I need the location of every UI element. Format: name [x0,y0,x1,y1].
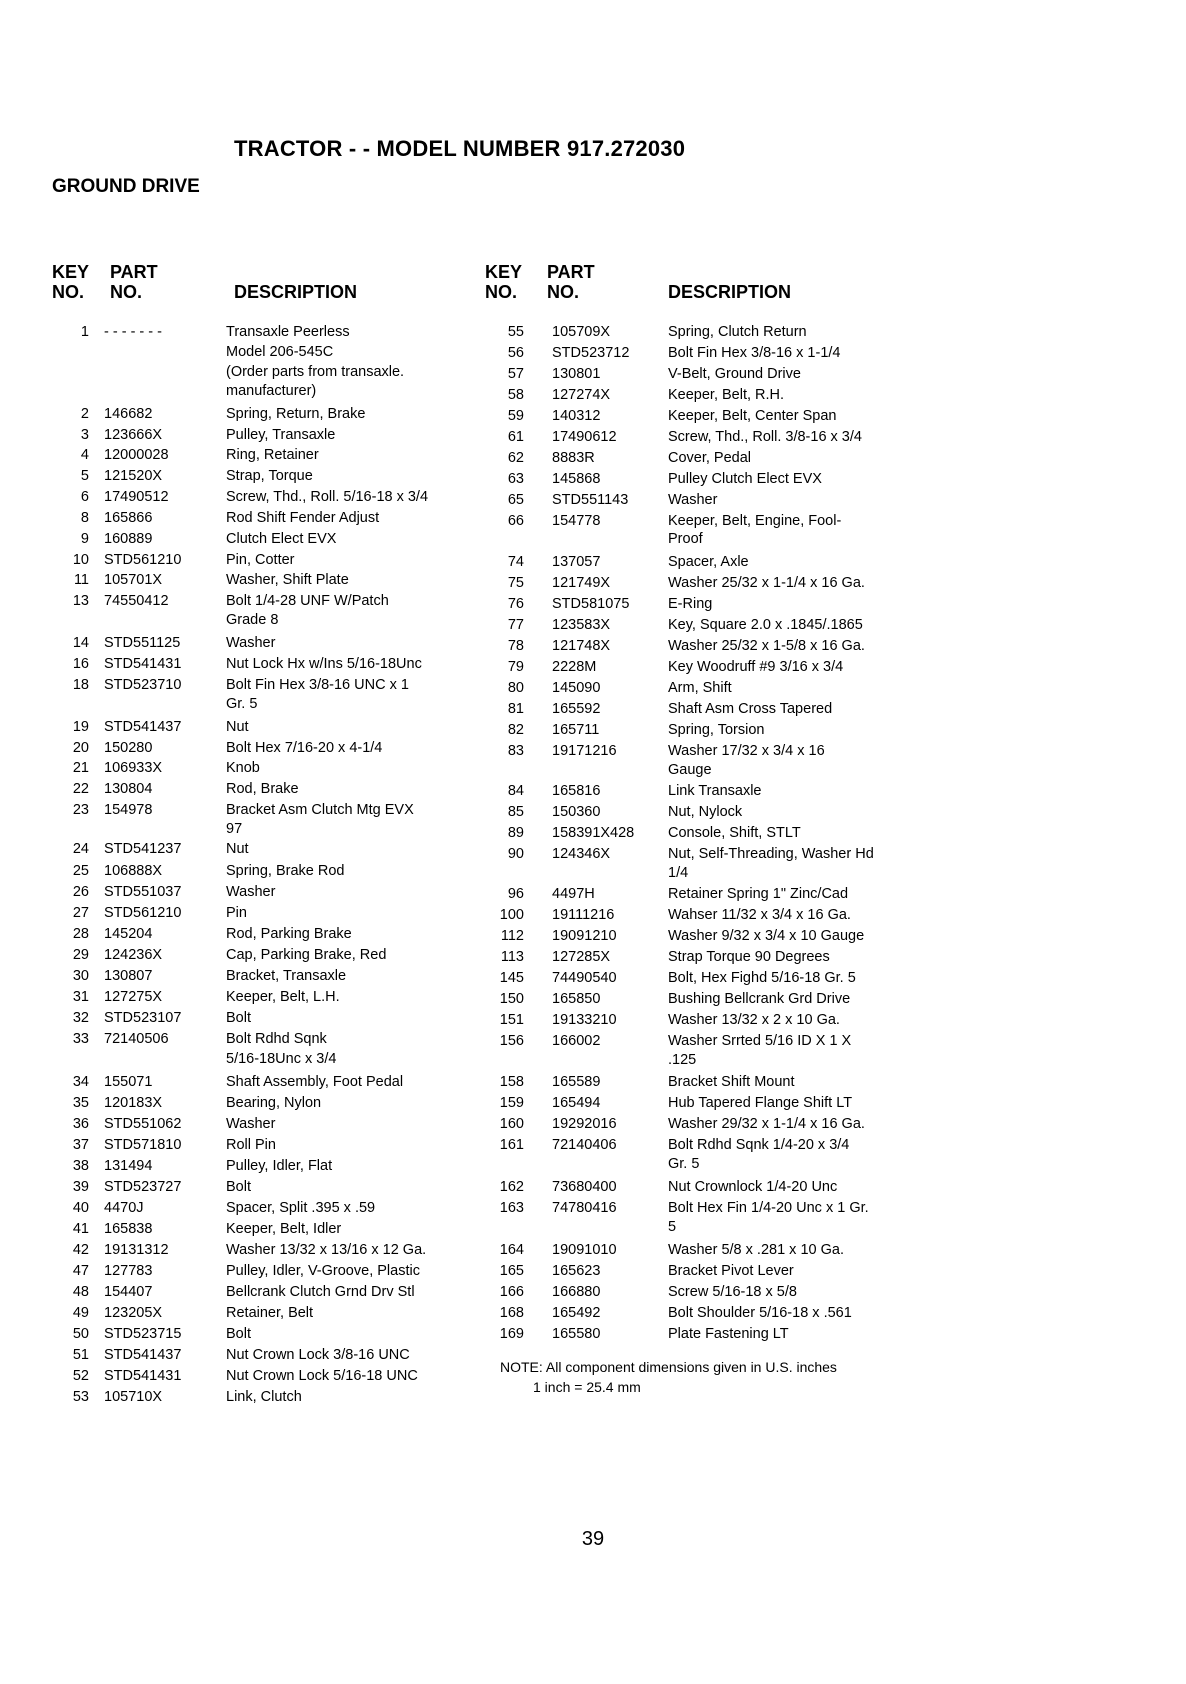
part-no-header-left: NO. [110,282,143,302]
part-number: 19091210 [552,928,617,944]
part-number: 123583X [552,617,611,633]
key-number: 30 [72,968,89,984]
part-number: 150280 [104,740,153,756]
part-description: V-Belt, Ground Drive [668,366,801,382]
part-description: Hub Tapered Flange Shift LT [668,1095,853,1111]
part-description: Grade 8 [226,612,279,628]
part-description: Clutch Elect EVX [226,531,337,547]
part-description: Rod, Brake [226,781,299,797]
part-number: 4470J [104,1200,144,1216]
part-number: 150360 [552,804,601,820]
part-description: 97 [226,821,243,837]
part-description: Nut Crown Lock 3/8-16 UNC [226,1347,410,1363]
part-description: Plate Fastening LT [668,1326,789,1342]
key-number: 20 [72,740,89,756]
key-number: 66 [507,513,524,529]
part-number: STD523727 [104,1179,182,1195]
part-description: Rod, Parking Brake [226,926,352,942]
part-number: 19131312 [104,1242,169,1258]
key-number: 112 [500,928,524,944]
part-number: 165838 [104,1221,153,1237]
part-description: Bracket Asm Clutch Mtg EVX [226,802,414,818]
part-number: STD523712 [552,345,630,361]
part-description: Ring, Retainer [226,447,319,463]
key-number: 89 [507,825,524,841]
key-number: 82 [507,722,524,738]
part-description: Bolt [226,1010,251,1026]
part-number: 121749X [552,575,611,591]
part-description: Bolt Rdhd Sqnk [226,1031,327,1047]
key-number: 37 [72,1137,89,1153]
part-description: Key, Square 2.0 x .1845/.1865 [668,617,863,633]
part-number: 127275X [104,989,163,1005]
part-number: STD571810 [104,1137,182,1153]
key-number: 57 [507,366,524,382]
key-number: 96 [507,886,524,902]
part-number: 165623 [552,1263,601,1279]
part-description: Keeper, Belt, Engine, Fool- [668,513,842,529]
key-header-right: KEY [485,262,523,282]
part-number: 120183X [104,1095,163,1111]
part-description: Spacer, Axle [668,554,749,570]
part-description: Washer 29/32 x 1-1/4 x 16 Ga. [668,1116,865,1132]
part-number: 165711 [552,722,600,738]
key-number: 79 [507,659,524,675]
part-number: 145204 [104,926,153,942]
key-number: 75 [507,575,524,591]
part-description: Nut, Self-Threading, Washer Hd [668,846,874,862]
part-description: Strap Torque 90 Degrees [668,949,830,965]
part-number: STD541437 [104,1347,182,1363]
key-number: 65 [507,492,524,508]
part-description: Bolt Hex Fin 1/4-20 Unc x 1 Gr. [668,1200,869,1216]
part-number: STD561210 [104,552,182,568]
part-number: 165850 [552,991,601,1007]
part-description: Link, Clutch [226,1389,302,1405]
part-description: Bracket, Transaxle [226,968,347,984]
key-number: 28 [72,926,89,942]
key-number: 156 [499,1033,524,1049]
part-description: Spring, Return, Brake [226,406,366,422]
part-header-right: PART [547,262,595,282]
key-number: 56 [507,345,524,361]
part-description: Spacer, Split .395 x .59 [226,1200,376,1216]
part-number: 19292016 [552,1116,617,1132]
part-description: 5 [668,1219,677,1235]
part-number: 2228M [552,659,597,675]
part-description: Nut Lock Hx w/Ins 5/16-18Unc [226,656,422,672]
part-description: Bushing Bellcrank Grd Drive [668,991,851,1007]
part-number: 123666X [104,427,163,443]
key-number: 14 [72,635,89,651]
key-number: 62 [507,450,524,466]
part-number: STD523710 [104,677,182,693]
part-description: Gauge [668,762,712,778]
key-number: 25 [72,863,89,879]
part-number: STD541431 [104,1368,182,1384]
part-description: Bolt [226,1179,251,1195]
part-number: 12000028 [104,447,169,463]
part-description: Washer 13/32 x 13/16 x 12 Ga. [226,1242,427,1258]
part-number: 165492 [552,1305,601,1321]
part-description: Link Transaxle [668,783,762,799]
key-number: 100 [499,907,524,923]
key-number: 10 [72,552,89,568]
key-number: 50 [72,1326,89,1342]
part-description: Retainer, Belt [226,1305,314,1321]
part-description: Washer 25/32 x 1-1/4 x 16 Ga. [668,575,865,591]
part-description: Pin, Cotter [226,552,295,568]
part-number: 145090 [552,680,601,696]
part-header-left: PART [110,262,158,282]
key-number: 9 [80,531,89,547]
part-description: Gr. 5 [668,1156,700,1172]
part-number: 165592 [552,701,601,717]
part-number: 165589 [552,1074,601,1090]
part-number: 121748X [552,638,611,654]
part-description: Nut [226,719,249,735]
part-number: 145868 [552,471,601,487]
part-number: 165580 [552,1326,601,1342]
part-number: 166002 [552,1033,601,1049]
part-description: Pulley, Idler, V-Groove, Plastic [226,1263,420,1279]
key-number: 58 [507,387,524,403]
key-number: 41 [72,1221,89,1237]
key-number: 39 [72,1179,89,1195]
part-description: Washer [226,1116,276,1132]
key-number: 158 [499,1074,524,1090]
part-description: Console, Shift, STLT [668,825,801,841]
part-number: - - - - - - - [104,324,162,340]
part-description: Bolt [226,1326,251,1342]
part-description: Key Woodruff #9 3/16 x 3/4 [668,659,844,675]
key-number: 31 [72,989,89,1005]
key-number: 151 [499,1012,524,1028]
part-number: 154778 [552,513,601,529]
part-number: 158391X428 [552,825,635,841]
part-number: 19133210 [552,1012,617,1028]
part-number: STD541437 [104,719,182,735]
part-number: STD541237 [104,841,182,857]
part-description: .125 [668,1052,697,1068]
key-number: 74 [507,554,524,570]
part-description: Rod Shift Fender Adjust [226,510,380,526]
key-number: 83 [507,743,524,759]
key-number: 160 [499,1116,524,1132]
part-number: 166880 [552,1284,601,1300]
part-description: Nut, Nylock [668,804,743,820]
part-number: 105701X [104,572,163,588]
key-number: 21 [72,760,89,776]
part-description: Pulley, Transaxle [226,427,336,443]
part-number: 124236X [104,947,163,963]
key-number: 48 [72,1284,89,1300]
part-number: 72140406 [552,1137,617,1153]
part-description: Washer [226,635,276,651]
key-number: 169 [499,1326,524,1342]
part-description: Roll Pin [226,1137,276,1153]
part-description: Arm, Shift [668,680,732,696]
part-number: 127274X [552,387,611,403]
part-number: 73680400 [552,1179,617,1195]
part-description: Washer [668,492,718,508]
part-number: 19091010 [552,1242,617,1258]
key-number: 5 [80,468,89,484]
part-number: 105709X [552,324,611,340]
part-description: Proof [668,531,703,547]
part-number: STD551143 [552,492,629,508]
key-number: 168 [499,1305,524,1321]
part-description: Bolt Fin Hex 3/8-16 UNC x 1 [226,677,409,693]
part-number: 131494 [104,1158,153,1174]
part-description: Bolt Shoulder 5/16-18 x .561 [668,1305,852,1321]
key-number: 59 [507,408,524,424]
key-number: 80 [507,680,524,696]
page-title: TRACTOR - - MODEL NUMBER 917.272030 [234,136,686,161]
part-description: Screw, Thd., Roll. 3/8-16 x 3/4 [668,429,862,445]
key-number: 6 [80,489,89,505]
key-number: 24 [72,841,89,857]
part-description: Spring, Torsion [668,722,765,738]
key-number: 42 [72,1242,89,1258]
part-description: Washer 17/32 x 3/4 x 16 [668,743,825,759]
part-number: 127285X [552,949,611,965]
part-number: 165866 [104,510,153,526]
part-description: (Order parts from transaxle. [226,364,405,380]
part-number: 160889 [104,531,153,547]
key-number: 36 [72,1116,89,1132]
part-description: Keeper, Belt, R.H. [668,387,785,403]
key-number: 55 [507,324,524,340]
key-number: 8 [80,510,89,526]
key-number: 40 [72,1200,89,1216]
part-number: 154978 [104,802,153,818]
part-description: Spring, Clutch Return [668,324,807,340]
part-number: 74550412 [104,593,169,609]
key-number: 13 [72,593,89,609]
part-number: 4497H [552,886,595,902]
key-number: 33 [72,1031,89,1047]
part-description: Bolt Hex 7/16-20 x 4-1/4 [226,740,383,756]
key-number: 113 [500,949,524,965]
part-number: STD523715 [104,1326,182,1342]
key-number: 29 [72,947,89,963]
section-title: GROUND DRIVE [52,176,200,197]
part-number: 74490540 [552,970,617,986]
part-description: Bolt Fin Hex 3/8-16 x 1-1/4 [668,345,841,361]
part-description: Bolt, Hex Fighd 5/16-18 Gr. 5 [668,970,856,986]
part-number: 130801 [552,366,601,382]
key-number: 81 [507,701,524,717]
key-number: 159 [499,1095,524,1111]
part-description: Bracket Shift Mount [668,1074,795,1090]
part-description: Keeper, Belt, Center Span [668,408,837,424]
key-number: 27 [72,905,89,921]
key-number: 22 [72,781,89,797]
key-number: 85 [507,804,524,820]
key-number: 35 [72,1095,89,1111]
part-description: 1/4 [668,865,689,881]
part-description: E-Ring [668,596,713,612]
part-number: STD551037 [104,884,182,900]
part-number: 165494 [552,1095,601,1111]
part-description: Washer, Shift Plate [226,572,349,588]
part-description: Gr. 5 [226,696,258,712]
conversion-note: 1 inch = 25.4 mm [533,1379,641,1395]
part-description: Pin [226,905,247,921]
part-description: Keeper, Belt, Idler [226,1221,342,1237]
part-number: STD523107 [104,1010,182,1026]
part-number: 74780416 [552,1200,617,1216]
key-number: 90 [507,846,524,862]
key-header-left: KEY [52,262,90,282]
part-number: 123205X [104,1305,163,1321]
part-number: 140312 [552,408,601,424]
part-number: 19171216 [552,743,617,759]
part-number: 105710X [104,1389,163,1405]
key-number: 3 [80,427,89,443]
part-number: 17490612 [552,429,617,445]
part-description: Shaft Assembly, Foot Pedal [226,1074,404,1090]
part-description: Bolt Rdhd Sqnk 1/4-20 x 3/4 [668,1137,850,1153]
key-number: 49 [72,1305,89,1321]
key-number: 4 [80,447,89,463]
key-number: 52 [72,1368,89,1384]
part-description: Cap, Parking Brake, Red [226,947,387,963]
key-number: 47 [72,1263,89,1279]
key-number: 2 [80,406,89,422]
part-description: Retainer Spring 1" Zinc/Cad [668,886,849,902]
key-number: 166 [499,1284,524,1300]
part-number: 8883R [552,450,595,466]
page-number: 39 [581,1528,605,1550]
part-description: Screw, Thd., Roll. 5/16-18 x 3/4 [226,489,429,505]
part-no-header-right: NO. [547,282,580,302]
key-number: 26 [72,884,89,900]
part-number: STD561210 [104,905,182,921]
part-description: Bellcrank Clutch Grnd Drv Stl [226,1284,415,1300]
part-number: 146682 [104,406,153,422]
part-description: Washer 9/32 x 3/4 x 10 Gauge [668,928,865,944]
key-number: 34 [72,1074,89,1090]
part-description: Pulley Clutch Elect EVX [668,471,822,487]
part-description: Bracket Pivot Lever [668,1263,794,1279]
part-number: STD551062 [104,1116,182,1132]
part-number: 121520X [104,468,163,484]
description-header-right: DESCRIPTION [668,282,792,302]
part-description: Shaft Asm Cross Tapered [668,701,833,717]
part-description: Washer 5/8 x .281 x 10 Ga. [668,1242,844,1258]
key-no-header-left: NO. [52,282,85,302]
key-number: 84 [507,783,524,799]
part-number: 124346X [552,846,611,862]
part-description: Wahser 11/32 x 3/4 x 16 Ga. [668,907,851,923]
part-number: 165816 [552,783,601,799]
key-number: 77 [507,617,524,633]
key-number: 1 [80,324,89,340]
key-number: 16 [72,656,89,672]
key-number: 53 [72,1389,89,1405]
key-number: 11 [73,572,89,588]
part-description: Model 206-545C [226,344,334,360]
part-description: Spring, Brake Rod [226,863,345,879]
part-number: 155071 [104,1074,153,1090]
part-description: Bolt 1/4-28 UNF W/Patch [226,593,389,609]
part-number: STD581075 [552,596,630,612]
part-description: Washer [226,884,276,900]
part-number: 130804 [104,781,153,797]
part-description: Knob [226,760,260,776]
key-number: 162 [499,1179,524,1195]
key-number: 51 [72,1347,89,1363]
key-number: 163 [499,1200,524,1216]
part-description: Washer 13/32 x 2 x 10 Ga. [668,1012,840,1028]
part-number: 137057 [552,554,601,570]
key-number: 165 [499,1263,524,1279]
part-description: Washer 25/32 x 1-5/8 x 16 Ga. [668,638,865,654]
part-number: 127783 [104,1263,153,1279]
key-number: 32 [72,1010,89,1026]
key-number: 164 [499,1242,524,1258]
part-number: 72140506 [104,1031,169,1047]
part-number: 17490512 [104,489,169,505]
key-number: 150 [499,991,524,1007]
key-number: 78 [507,638,524,654]
dimension-note: NOTE: All component dimensions given in U.S. inches [500,1359,837,1375]
part-number: 19111216 [552,907,615,923]
part-description: Cover, Pedal [668,450,752,466]
part-description: manufacturer) [226,383,317,399]
key-number: 63 [507,471,524,487]
part-number: 130807 [104,968,153,984]
key-number: 145 [499,970,524,986]
key-number: 19 [72,719,89,735]
part-description: Washer Srrted 5/16 ID X 1 X [668,1033,852,1049]
part-description: Nut [226,841,249,857]
part-description: Screw 5/16-18 x 5/8 [668,1284,797,1300]
part-description: Nut Crown Lock 5/16-18 UNC [226,1368,418,1384]
key-number: 161 [499,1137,524,1153]
part-number: 106888X [104,863,163,879]
part-description: Pulley, Idler, Flat [226,1158,333,1174]
part-description: Transaxle Peerless [226,324,350,340]
part-description: Nut Crownlock 1/4-20 Unc [668,1179,838,1195]
part-number: 154407 [104,1284,153,1300]
key-number: 23 [72,802,89,818]
key-number: 61 [507,429,524,445]
part-number: STD551125 [104,635,181,651]
description-header-left: DESCRIPTION [234,282,358,302]
part-number: STD541431 [104,656,182,672]
part-description: Strap, Torque [226,468,313,484]
key-no-header-right: NO. [485,282,518,302]
key-number: 76 [507,596,524,612]
part-description: 5/16-18Unc x 3/4 [226,1051,337,1067]
key-number: 38 [72,1158,89,1174]
key-number: 18 [72,677,89,693]
part-description: Bearing, Nylon [226,1095,322,1111]
part-description: Keeper, Belt, L.H. [226,989,340,1005]
part-number: 106933X [104,760,163,776]
